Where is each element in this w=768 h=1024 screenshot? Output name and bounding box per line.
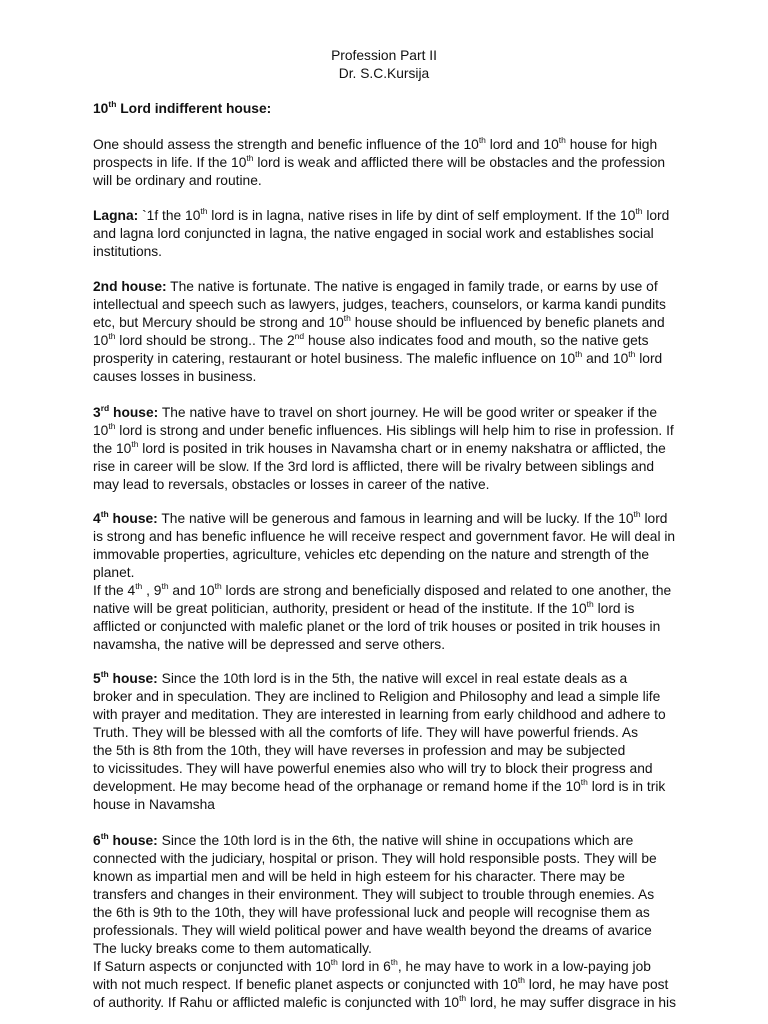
text-line: Lagna: `1f the 10th lord is in lagna, native rises in life by dint of self employment. If the 10th lord bbox=[93, 205, 670, 223]
text-line: the 10th lord is posited in trik houses in Navamsha chart or in enemy nakshatra or afflicted, the bbox=[93, 438, 666, 456]
house-6-paragraph bbox=[93, 832, 753, 1012]
text-line: navamsha, the native will be depressed and serve others. bbox=[93, 637, 446, 652]
text-line: rise in career will be slow. If the 3rd lord is afflicted, there will be rivalry between siblings and bbox=[93, 459, 655, 474]
text-line: 6th house: Since the 10th lord is in the 6th, the native will shine in occupations which are bbox=[93, 830, 634, 848]
paragraph-label: 3rd house: bbox=[93, 402, 159, 420]
text-line: 2nd house: The native is fortunate. The native is engaged in family trade, or earns by use of bbox=[93, 279, 658, 294]
text-line: and lagna lord conjuncted in lagna, the native engaged in social work and establishes social bbox=[93, 226, 654, 241]
text-line: planet. bbox=[93, 565, 135, 580]
paragraph-label: 5th house: bbox=[93, 668, 158, 686]
text-line: will be ordinary and routine. bbox=[93, 173, 262, 188]
text-line: to vicissitudes. They will have powerful enemies also who will try to block their progress and bbox=[93, 761, 653, 776]
house-5-paragraph bbox=[93, 670, 753, 814]
text-line: 5th house: Since the 10th lord is in the 5th, the native will excel in real estate deals as a bbox=[93, 668, 628, 686]
section-heading: 10th Lord indifferent house: bbox=[93, 98, 272, 116]
text-line: The lucky breaks come to them automatically. bbox=[93, 941, 372, 956]
text-line: afflicted or conjuncted with malefic planet or the lord of trik houses or posited in trik houses in bbox=[93, 619, 661, 634]
text-line: 10th lord should be strong.. The 2nd house also indicates food and mouth, so the native gets bbox=[93, 330, 649, 348]
text-line: causes losses in business. bbox=[93, 369, 257, 384]
text-line: development. He may become head of the orphanage or remand home if the 10th lord is in trik bbox=[93, 776, 666, 794]
paragraph-label: Lagna: bbox=[93, 208, 139, 223]
text-line: immovable properties, agriculture, vehicles etc depending on the nature and strength of the bbox=[93, 547, 650, 562]
text-line: native will be great politician, authority, president or head of the institute. If the 10th lord is bbox=[93, 598, 635, 616]
text-line: If the 4th , 9th and 10th lords are strong and beneficially disposed and related to one another, the bbox=[93, 580, 672, 598]
text-line: connected with the judiciary, hospital or prison. They will hold responsible posts. They will be bbox=[93, 851, 657, 866]
text-line: the 5th is 8th from the 10th, they will have reverses in profession and may be subjected bbox=[93, 743, 626, 758]
text-line: 4th house: The native will be generous and famous in learning and will be lucky. If the 10th lord bbox=[93, 508, 668, 526]
text-line: Truth. They will be blessed with all the comforts of life. They will have powerful friends. As bbox=[93, 725, 638, 740]
paragraph-label: 6th house: bbox=[93, 830, 158, 848]
text-line: with prayer and meditation. They are interested in learning from early childhood and adhere to bbox=[93, 707, 666, 722]
text-line: house in Navamsha bbox=[93, 797, 215, 812]
text-line: broker and in speculation. They are inclined to Religion and Philosophy and lead a simple life bbox=[93, 689, 661, 704]
text-line: is strong and has benefic influence he will receive respect and government favor. He will deal in bbox=[93, 529, 676, 544]
text-line: etc, but Mercury should be strong and 10th house should be influenced by benefic planets and bbox=[93, 312, 665, 330]
house-2-paragraph bbox=[93, 278, 753, 386]
text-line: institutions. bbox=[93, 244, 163, 259]
paragraph-label: 2nd house: bbox=[93, 279, 167, 294]
text-line: 10th lord is strong and under benefic influences. His siblings will help him to rise in profession. If bbox=[93, 420, 674, 438]
text-line: known as impartial men and will be held in high esteem for his character. There may be bbox=[93, 869, 625, 884]
text-line: of authority. If Rahu or afflicted malefic is conjuncted with 10th lord, he may suffer disgrace in his bbox=[93, 992, 677, 1010]
text-line: 3rd house: The native have to travel on short journey. He will be good writer or speaker if the bbox=[93, 402, 657, 420]
document-author: Dr. S.C.Kursija bbox=[338, 66, 430, 81]
text-line: intellectual and speech such as lawyers, judges, teachers, counselors, or karma kandi pundits bbox=[93, 297, 666, 312]
text-line: the 6th is 9th to the 10th, they will have professional luck and people will recognise them as bbox=[93, 905, 650, 920]
intro-paragraph bbox=[93, 136, 753, 190]
text-line: prosperity in catering, restaurant or hotel business. The malefic influence on 10th and 10th lord bbox=[93, 348, 663, 366]
text-line: with not much respect. If benefic planet aspects or conjuncted with 10th lord, he may have post bbox=[93, 974, 669, 992]
text-line: prospects in life. If the 10th lord is weak and afflicted there will be obstacles and the profession bbox=[93, 152, 666, 170]
text-line: One should assess the strength and benefic influence of the 10th lord and 10th house for high bbox=[93, 134, 658, 152]
document-title: Profession Part II bbox=[331, 48, 437, 63]
text-line: professionals. They will wield political power and have wealth beyond the dreams of avarice bbox=[93, 923, 652, 938]
text-line: transfers and changes in their environment. They will subject to trouble through enemies. As bbox=[93, 887, 655, 902]
lagna-paragraph bbox=[93, 207, 753, 261]
house-4-paragraph bbox=[93, 510, 753, 654]
house-3-paragraph bbox=[93, 404, 753, 494]
text-line: may lead to reversals, obstacles or losses in career of the native. bbox=[93, 477, 490, 492]
text-line: If Saturn aspects or conjuncted with 10th lord in 6th, he may have to work in a low-paying job bbox=[93, 956, 651, 974]
paragraph-label: 4th house: bbox=[93, 508, 158, 526]
